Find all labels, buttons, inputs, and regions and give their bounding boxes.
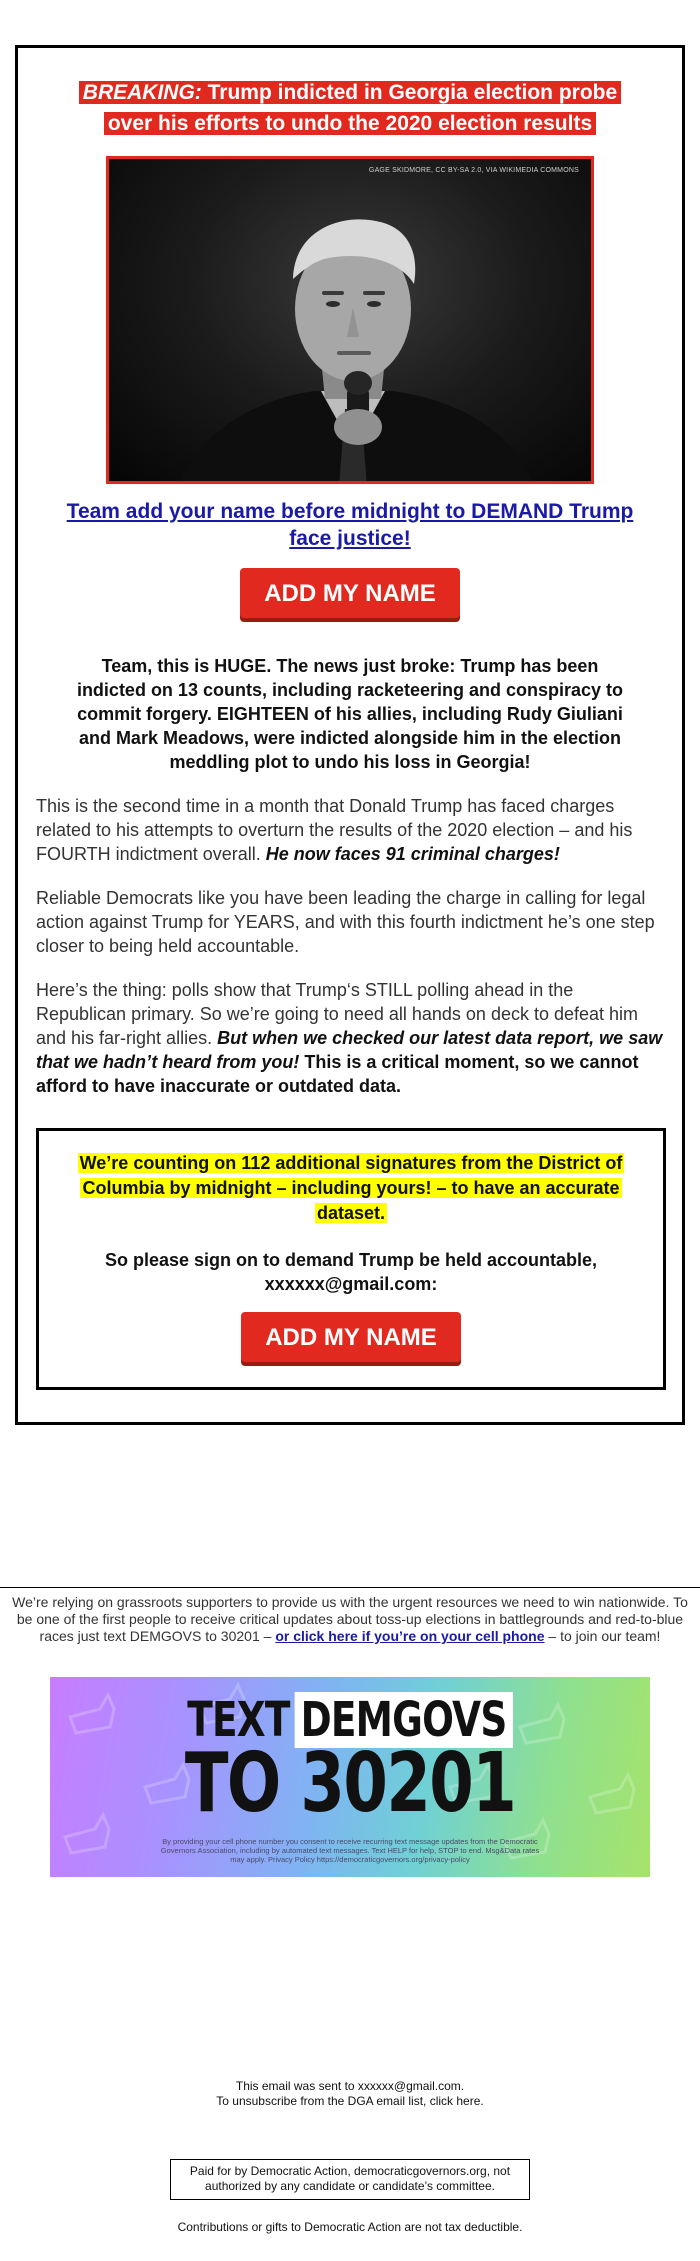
contributions-disclaimer: Contributions or gifts to Democratic Action are not tax deductible.: [177, 2220, 523, 2234]
add-my-name-button[interactable]: ADD MY NAME: [240, 568, 460, 618]
sent-to-line: This email was sent to xxxxxx@gmail.com.: [235, 2079, 465, 2093]
body-paragraph-1-emphasis: He now faces 91 criminal charges!: [265, 844, 560, 864]
headline: [58, 78, 642, 140]
headline-breaking: BREAKING:: [82, 81, 202, 104]
banner-text-word: TEXT: [187, 1692, 290, 1748]
footer-text-before: We’re relying on grassroots supporters to provide us with the urgent resources we need to win nationwide. To be one of the first people to receive critical updates about toss-up elections in battlegrounds and red-to-blue races just text DEMGOVS to 30201 –: [12, 1594, 688, 1644]
photo-credit: GAGE SKIDMORE, CC BY-SA 2.0, VIA WIKIMEDIA COMMONS: [368, 167, 579, 174]
signature-goal-highlight: We’re counting on 112 additional signatures from the District of Columbia by midnight – including yours! – to have an accurate dataset.: [79, 1153, 623, 1223]
banner-fine-print: By providing your cell phone number you consent to receive recurring text message updates from the Democratic Governors Association, including by automated text messages. Text HELP for help, STOP to end. Msg&Data rates may apply. Privacy Policy https://democraticgovernors.org/privacy-policy: [160, 1837, 540, 1864]
text-demgovs-banner[interactable]: [50, 1677, 650, 1877]
sent-to-notice: [0, 2079, 700, 2109]
portrait-image: [109, 159, 594, 484]
headline-text: Trump indicted in Georgia election probe over his efforts to undo the 2020 election results: [107, 81, 618, 135]
demand-justice-link[interactable]: Team add your name before midnight to DEMAND Trump face justice!: [66, 500, 634, 550]
body-paragraph-2: Reliable Democrats like you have been leading the charge in calling for legal action against Trump for YEARS, and with this fourth indictment he’s one step closer to being held accountable.: [36, 888, 655, 956]
paid-for-disclaimer: Paid for by Democratic Action, democraticgovernors.org, not authorized by any candidate or candidate’s committee.: [170, 2159, 530, 2200]
add-my-name-button-2[interactable]: ADD MY NAME: [241, 1312, 461, 1362]
body-paragraph-3: [36, 978, 664, 1098]
cell-phone-link[interactable]: or click here if you’re on your cell phone: [275, 1628, 545, 1644]
body-paragraph-3-emphasis: But when we checked our latest data report, we saw that we hadn’t heard from you!: [36, 1028, 663, 1072]
email-card: [15, 45, 685, 1425]
body-paragraph-1: [36, 794, 664, 866]
headline-banner: [79, 81, 621, 135]
banner-keyword: DEMGOVS: [294, 1692, 512, 1748]
footer-text-after: – to join our team!: [544, 1628, 661, 1644]
signature-box: [36, 1128, 666, 1390]
footer-sms-paragraph: [10, 1594, 690, 1645]
banner-number-line: TO 30201: [184, 1736, 516, 1831]
sign-on-prompt: So please sign on to demand Trump be held accountable, xxxxxx@gmail.com:: [104, 1250, 598, 1294]
body-paragraph-3-text: Here’s the thing: polls show that Trump‘s STILL polling ahead in the Republican primary. So we’re going to need all hands on deck to defeat him and his far-right allies.: [36, 980, 639, 1048]
lead-paragraph: Team, this is HUGE. The news just broke: Trump has been indicted on 13 counts, including racketeering and conspiracy to commit forgery. EIGHTEEN of his allies, including Rudy Giuliani and Mark Meadows, were indicted alongside him in the election meddling plot to undo his loss in Georgia!: [76, 656, 624, 772]
unsubscribe-link[interactable]: To unsubscribe from the DGA email list, click here.: [216, 2094, 484, 2108]
hero-photo[interactable]: [106, 156, 594, 484]
body-paragraph-3-bold: This is a critical moment, so we cannot afford to have inaccurate or outdated data.: [36, 1052, 639, 1096]
body-paragraph-1-text: This is the second time in a month that Donald Trump has faced charges related to his attempts to overturn the results of the 2020 election – and his FOURTH indictment overall.: [36, 796, 633, 864]
footer-divider: [0, 1587, 700, 1588]
signature-goal: [59, 1151, 643, 1226]
